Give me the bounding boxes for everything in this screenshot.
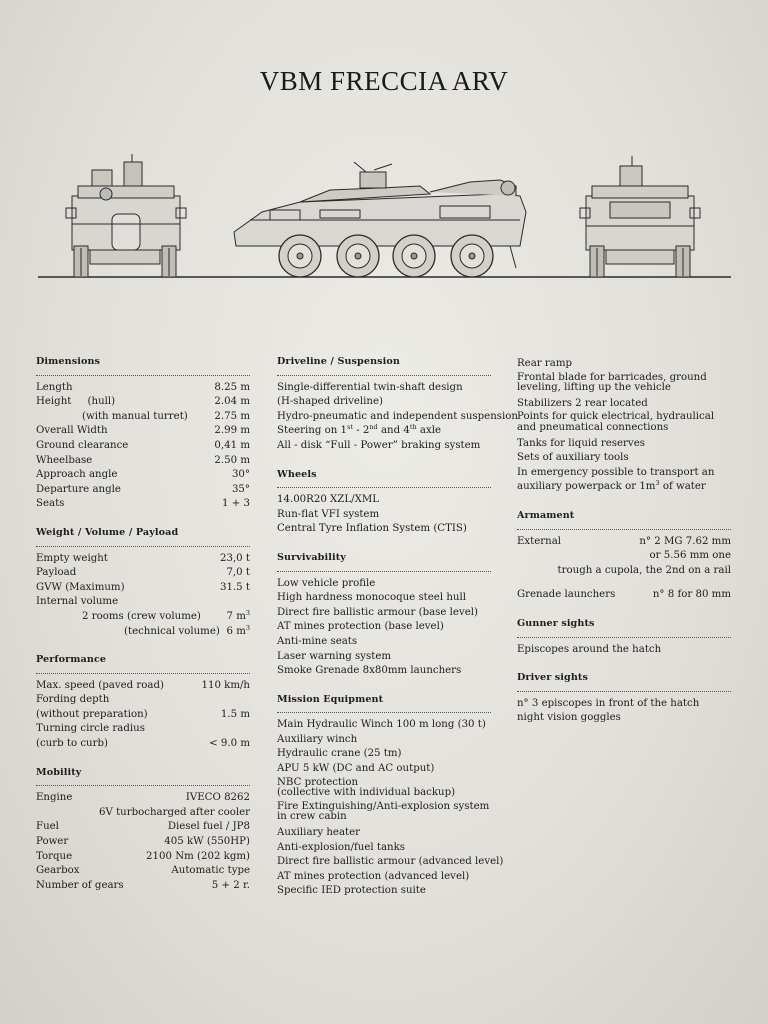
spec-line: Low vehicle profile <box>277 577 376 589</box>
spec-row: Seats 1 + 3 <box>36 498 250 510</box>
driver-sights-section <box>517 671 731 726</box>
spec-row: Fuel Diesel fuel / JP8 <box>36 821 250 833</box>
spec-row: Power 405 kW (550HP) <box>36 836 250 848</box>
spec-line: Hydro-pneumatic and independent suspension <box>277 410 518 422</box>
spec-line: trough a cupola, the 2nd on a rail <box>557 564 731 576</box>
spec-line: Steering on 1st - 2nd and 4th axle <box>277 423 442 437</box>
weight-section <box>36 526 250 639</box>
spec-line: or 5.56 mm one <box>649 550 731 562</box>
spec-line: Single-differential twin-shaft design <box>277 381 463 393</box>
spec-line: High hardness monocoque steel hull <box>277 592 466 604</box>
spec-line: Auxiliary winch <box>277 733 358 745</box>
spec-line: Anti-mine seats <box>277 635 358 647</box>
spec-line: AT mines protection (advanced level) <box>277 870 470 882</box>
survivability-section <box>277 551 491 679</box>
spec-line: Points for quick electrical, hydraulical and pneumatical connections <box>517 411 715 433</box>
rear-view-drawing <box>580 156 700 277</box>
spec-row: Grenade launchers n° 8 for 80 mm <box>517 589 731 601</box>
spec-row: External n° 2 MG 7.62 mm <box>517 535 731 547</box>
spec-line: night vision goggles <box>517 712 621 724</box>
spec-line: Specific IED protection suite <box>277 885 426 897</box>
dimensions-section <box>36 355 250 512</box>
spec-row: Wheelbase 2.50 m <box>36 454 250 466</box>
spec-row: 2 rooms (crew volume) 7 $m^3$ <box>82 608 250 622</box>
spec-row: Overall Width 2.99 m <box>36 425 250 437</box>
spec-line: Auxiliary heater <box>277 827 361 839</box>
mission-equipment-section <box>277 693 504 899</box>
spec-line: Central Tyre Inflation System (CTIS) <box>277 523 467 535</box>
spec-line: Direct fire ballistic armour (base level) <box>277 606 478 618</box>
spec-line: NBC protection (collective with individual backup) <box>277 776 456 799</box>
spec-row: Height (hull) 2.04 m <box>36 396 250 408</box>
spec-line: Fire Extinguishing/Anti-explosion system in crew cabin <box>277 800 490 823</box>
spec-row: (curb to curb) < 9.0 m <box>36 738 250 750</box>
spec-row: Engine IVECO 8262 <box>36 792 250 804</box>
spec-row: Empty weight 23,0 t <box>36 552 250 564</box>
column-left <box>36 355 250 907</box>
side-view-drawing <box>234 162 526 277</box>
spec-row: Payload 7,0 t <box>36 567 250 579</box>
column-middle <box>277 355 518 913</box>
wheels-section <box>277 468 491 537</box>
section-title: Armament <box>517 509 731 530</box>
spec-line: Stabilizers 2 rear located <box>517 397 648 409</box>
spec-row: Ground clearance 0,41 m <box>36 439 250 451</box>
spec-row: Number of gears 5 + 2 r. <box>36 879 250 891</box>
spec-row: GVW (Maximum) 31.5 t <box>36 581 250 593</box>
spec-row: (without preparation) 1.5 m <box>36 708 250 720</box>
spec-line: Main Hydraulic Winch 100 m long (30 t) <box>277 719 486 731</box>
spec-line: (H-shaped driveline) <box>277 396 383 408</box>
spec-line: APU 5 kW (DC and AC output) <box>277 763 435 775</box>
page-title: VBM FRECCIA ARV <box>259 66 509 96</box>
spec-line: Frontal blade for barricades, ground leveling, lifting up the vehicle <box>517 371 707 394</box>
section-title: Performance <box>36 653 250 674</box>
spec-row: (with manual turret) 2.75 m <box>82 410 250 422</box>
column-right <box>517 357 731 740</box>
spec-line: All - disk “Full - Power” braking system <box>277 439 481 451</box>
vehicle-drawing <box>0 150 768 285</box>
spec-row: Fording depth <box>36 694 110 706</box>
section-title: Driveline / Suspension <box>277 355 491 376</box>
spec-line <box>517 480 731 495</box>
spec-line: Hydraulic crane (25 tm) <box>277 748 402 760</box>
spec-row: Max. speed (paved road) 110 km/h <box>36 679 250 691</box>
armament-section <box>517 509 731 603</box>
spec-row: Internal volume <box>36 596 119 608</box>
spec-line: Episcopes around the hatch <box>517 643 662 655</box>
spec-row: 6V turbocharged after cooler <box>99 806 250 818</box>
gunner-sights-section <box>517 617 731 657</box>
misc-equipment-section <box>517 357 731 495</box>
spec-line: In emergency possible to transport an <box>517 466 715 478</box>
spec-line: Rear ramp <box>517 358 573 369</box>
section-title: Gunner sights <box>517 617 731 638</box>
spec-line: AT mines protection (base level) <box>277 621 444 633</box>
spec-row: Torque 2100 Nm (202 kgm) <box>36 850 250 862</box>
section-title: Mobility <box>36 766 250 787</box>
spec-line: 14.00R20 XZL/XML <box>277 494 380 506</box>
section-title: Dimensions <box>36 355 250 376</box>
spec-line: Laser warning system <box>277 650 392 662</box>
section-title: Survivability <box>277 551 491 572</box>
spec-line: Sets of auxiliary tools <box>517 452 629 464</box>
section-title: Weight / Volume / Payload <box>36 526 250 547</box>
spec-line: Smoke Grenade 8x80mm launchers <box>277 665 462 677</box>
section-title: Driver sights <box>517 671 731 692</box>
spec-row: Approach angle 30° <box>36 469 250 481</box>
spec-row: (technical volume) 6 $m^3$ <box>124 623 250 637</box>
spec-row: Gearbox Automatic type <box>36 865 250 877</box>
water-line-text: auxiliary powerpack or $1m^3$ of water <box>517 479 706 493</box>
driveline-section <box>277 355 518 454</box>
section-title: Mission Equipment <box>277 693 491 714</box>
spec-row: Length 8.25 m <box>36 381 250 393</box>
spec-line: Anti-explosion/fuel tanks <box>277 841 406 853</box>
spec-row: Departure angle 35° <box>36 483 250 495</box>
performance-section <box>36 653 250 752</box>
spec-line: Direct fire ballistic armour (advanced level) <box>277 856 504 868</box>
section-title: Wheels <box>277 468 491 489</box>
mobility-section <box>36 766 250 894</box>
front-view-drawing <box>66 154 186 277</box>
spec-line: n° 3 episcopes in front of the hatch <box>517 697 700 709</box>
spec-line: Tanks for liquid reserves <box>517 437 645 449</box>
spec-row: Turning circle radius <box>36 723 145 735</box>
spec-line: Run-flat VFI system <box>277 508 380 520</box>
